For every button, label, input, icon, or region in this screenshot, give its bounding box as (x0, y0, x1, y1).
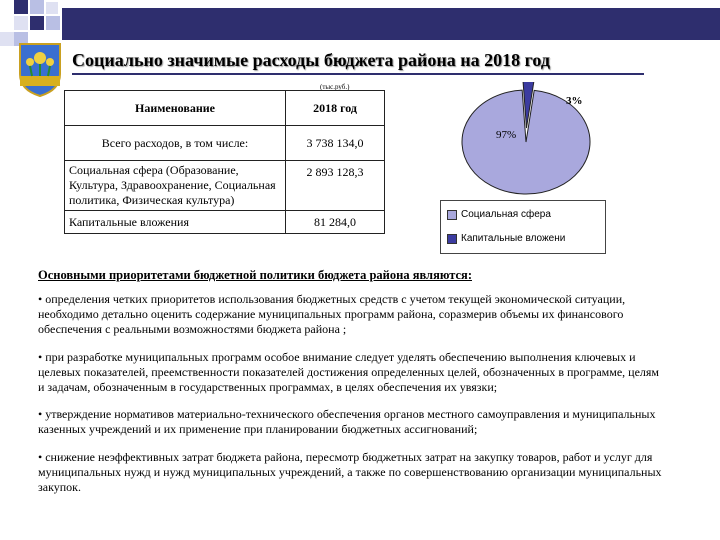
decor-square (46, 16, 60, 30)
budget-table (64, 90, 385, 234)
row-value: 81 284,0 (286, 211, 385, 234)
priorities-list (38, 292, 668, 507)
chart-legend (440, 200, 606, 254)
list-item: • снижение неэффективных затрат бюджета района, пересмотр бюджетных затрат на закупку товаров, работ и услуг для муниципальных нужд и нужд муниципальных учреждений, а также по совершенствованию организации муниципальных закупок. (38, 449, 662, 495)
table-row (65, 161, 385, 211)
decor-square (30, 0, 44, 14)
legend-item (447, 209, 551, 220)
table-header-row (65, 91, 385, 126)
list-item: • утверждение нормативов материально-технического обеспечения органов местного самоуправления и муниципальных казенных учреждений и их применение при планировании бюджетных ассигнований; (38, 407, 656, 437)
coat-of-arms-icon (17, 40, 63, 98)
decor-square (46, 2, 58, 14)
legend-item (447, 233, 565, 244)
legend-label: Социальная сфера (461, 209, 551, 220)
decor-square (14, 16, 28, 30)
priorities-heading: Основными приоритетами бюджетной политики бюджета района являются: (38, 268, 472, 282)
column-header-name: Наименование (65, 91, 286, 126)
row-value: 3 738 134,0 (286, 126, 385, 161)
header-bar (62, 8, 720, 40)
decor-square (30, 16, 44, 30)
units-label: (тыс.руб.) (320, 83, 350, 91)
decor-square (14, 0, 28, 14)
legend-label: Капитальные вложени (461, 233, 566, 244)
list-item: • определения четких приоритетов использования бюджетных средств с учетом текущей экономической ситуации, необходимо детально оценить содержание муниципальных программ района, соразмерив объемы их финансового обеспечения с реальными возможностями бюджета района ; (38, 292, 626, 337)
column-header-year: 2018 год (286, 91, 385, 126)
title-underline (72, 73, 644, 75)
legend-swatch (447, 234, 457, 244)
list-item: • при разработке муниципальных программ особое внимание следует уделять обеспечению выполнения ключевых и целевых показателей, преемственности показателей достижения определенных целей, обозначенных в программе, целям и задачам, обозначенным в государственных программах, в целях обеспечения их увязки; (38, 349, 660, 395)
table-row (65, 126, 385, 161)
row-name: Капитальные вложения (65, 211, 286, 234)
row-value: 2 893 128,3 (286, 161, 385, 211)
slice-label: 97% (496, 129, 517, 141)
legend-swatch (447, 210, 457, 220)
decor-square (0, 32, 14, 46)
table-row (65, 211, 385, 234)
row-name: Социальная сфера (Образование, Культура, Здравоохранение, Социальная политика, Физическая культура) (65, 161, 286, 211)
page-title: Социально значимые расходы бюджета района на 2018 год (72, 50, 550, 70)
row-name: Всего расходов, в том числе: (65, 126, 286, 161)
slice-label: 3% (566, 95, 583, 107)
